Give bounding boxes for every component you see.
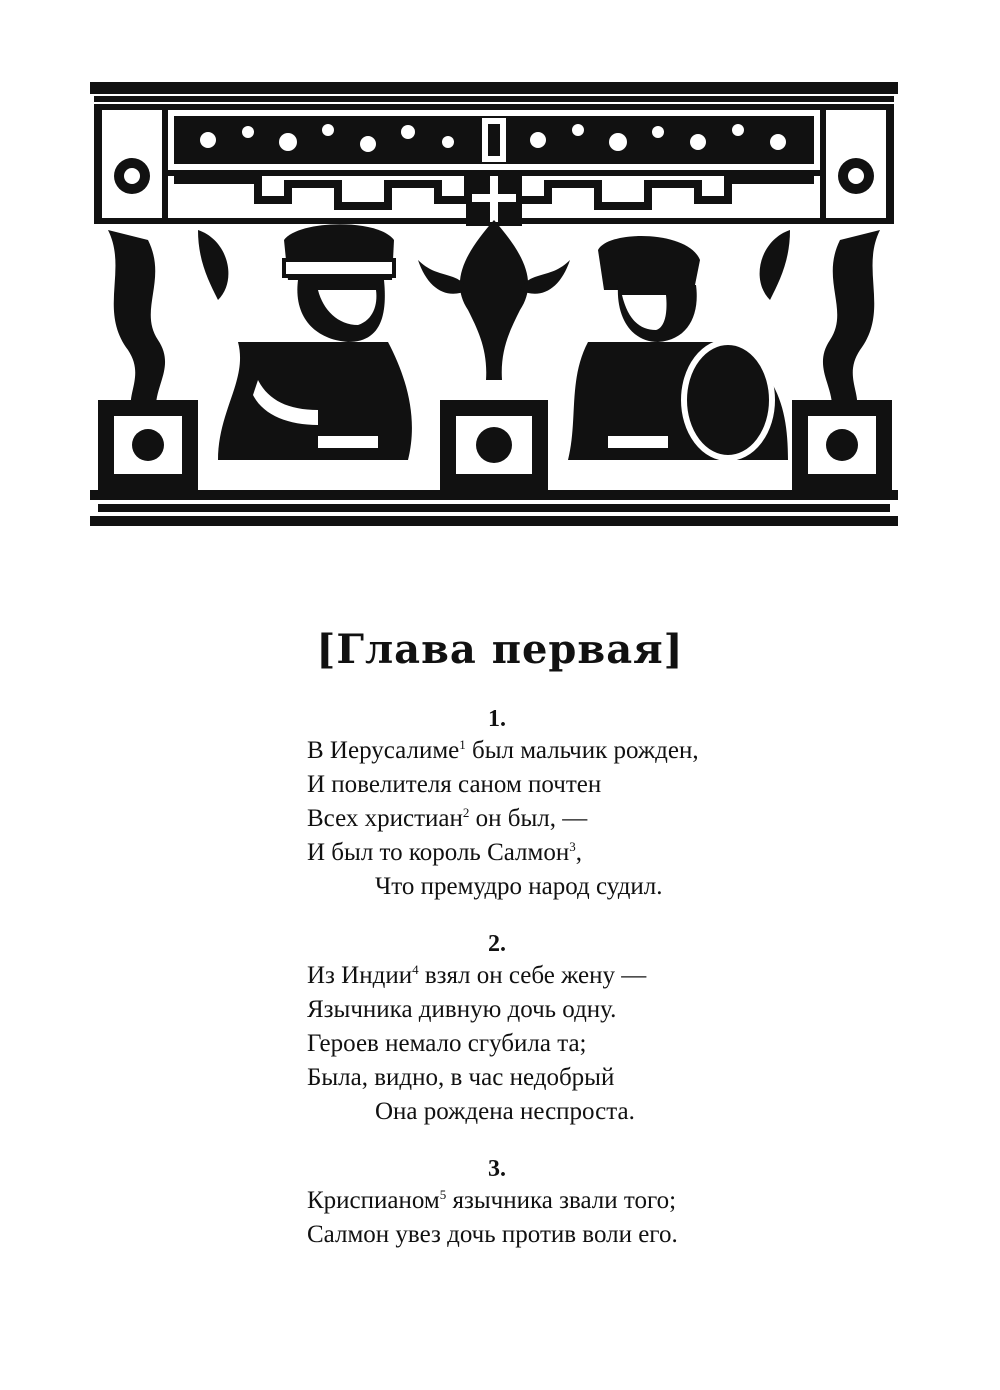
verse-line: Из Индии$^4$ взял он себе жену — — [307, 962, 647, 989]
verse-line: Героев немало сгубила та; — [307, 1030, 587, 1057]
stanza-1 — [307, 704, 827, 904]
verse-line: Что премудро народ судил. — [375, 873, 663, 900]
stanza-3 — [307, 1154, 827, 1252]
stanza-2 — [307, 929, 827, 1129]
footnote-ref: 3 — [569, 839, 576, 854]
verse-line: В Иерусалиме$^1$ был мальчик рожден, — [307, 737, 699, 764]
footnote-ref: 1 — [459, 737, 466, 752]
stanza-number: 3. — [488, 1156, 506, 1182]
verse-line: И повелителя саном почтен — [307, 771, 602, 798]
verse-line: Криспианом$^5$ язычника звали того; — [307, 1187, 677, 1214]
verse-line: Всех христиан$^2$ он был, — — [307, 805, 588, 832]
footnote-ref: 5 — [439, 1187, 447, 1202]
verse-line: Язычника дивную дочь одну. — [307, 996, 617, 1023]
woodcut-illustration — [88, 80, 900, 526]
verse-line: И был то король Салмон$^3$, — [307, 839, 582, 866]
stanza-number: 2. — [488, 931, 506, 957]
chapter-title: [Глава первая] — [316, 626, 684, 673]
stanza-number: 1. — [488, 706, 506, 732]
verse-line: Была, видно, в час недобрый — [307, 1064, 615, 1091]
footnote-ref: 4 — [412, 962, 419, 977]
footnote-ref: 2 — [462, 805, 470, 820]
verse-line: Салмон увез дочь против воли его. — [307, 1221, 678, 1248]
verse-line: Она рождена неспроста. — [375, 1098, 635, 1125]
